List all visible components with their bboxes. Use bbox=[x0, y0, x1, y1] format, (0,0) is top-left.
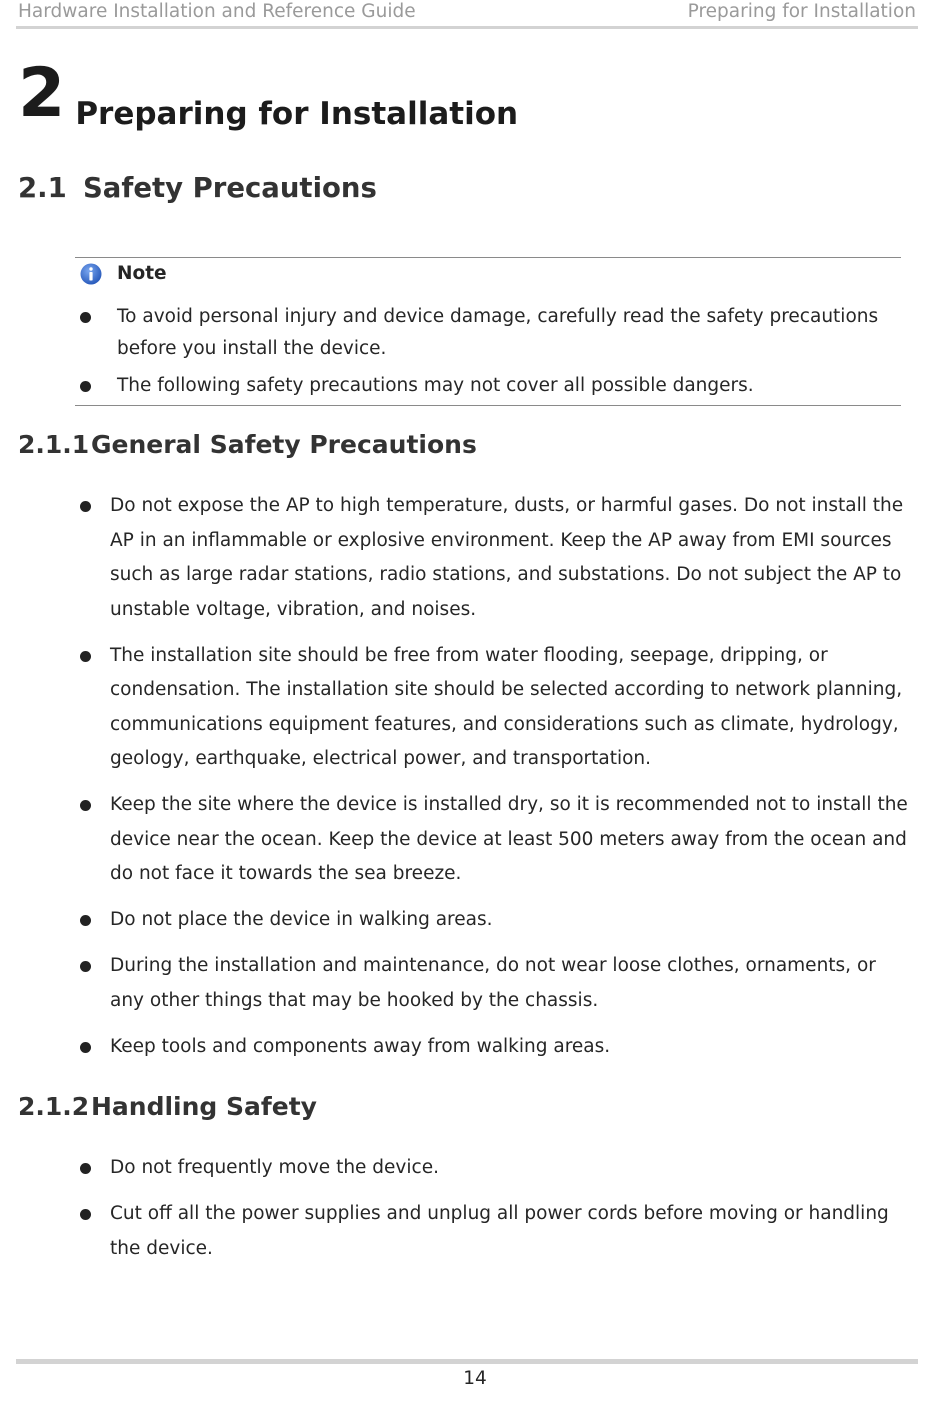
footer-rule bbox=[16, 1359, 918, 1364]
header-doc-title: Hardware Installation and Reference Guide bbox=[18, 1, 416, 22]
note-list bbox=[75, 301, 901, 407]
chapter-heading bbox=[18, 52, 518, 136]
bullet-icon bbox=[80, 312, 91, 323]
chapter-number: 2 bbox=[18, 54, 66, 133]
list-item: To avoid personal injury and device damage, carefully read the safety precautions before you install the device. bbox=[75, 301, 901, 365]
subsection-number: 2.1.2 bbox=[18, 1092, 90, 1121]
subsection-title: Handling Safety bbox=[91, 1092, 317, 1121]
chapter-title: Preparing for Installation bbox=[75, 96, 519, 132]
list-item: Keep the site where the device is installed dry, so it is recommended not to install the device near the ocean. Keep the device at least 500 meters away from the ocean and do not face it towards the sea breeze. bbox=[75, 788, 911, 892]
page-number: 14 bbox=[463, 1368, 487, 1389]
header-chapter-title: Preparing for Installation bbox=[687, 1, 916, 22]
subsection-title: General Safety Precautions bbox=[91, 430, 477, 459]
bullet-icon bbox=[80, 501, 91, 512]
bullet-icon bbox=[80, 381, 91, 392]
list-item: Do not frequently move the device. bbox=[75, 1151, 911, 1186]
running-header bbox=[16, 0, 918, 29]
list-item: The following safety precautions may not cover all possible dangers. bbox=[75, 370, 901, 402]
list-item: Do not place the device in walking areas. bbox=[75, 903, 911, 938]
note-box bbox=[75, 257, 901, 406]
subsection-heading-general bbox=[18, 430, 477, 459]
section-number: 2.1 bbox=[18, 172, 67, 204]
subsection-heading-handling bbox=[18, 1092, 317, 1121]
section-title: Safety Precautions bbox=[83, 172, 377, 204]
info-icon bbox=[80, 263, 102, 285]
note-title: Note bbox=[117, 263, 167, 284]
bullet-icon bbox=[80, 651, 91, 662]
bullet-icon bbox=[80, 915, 91, 926]
handling-safety-list bbox=[75, 1151, 911, 1278]
list-item: Keep tools and components away from walking areas. bbox=[75, 1030, 911, 1065]
subsection-number: 2.1.1 bbox=[18, 430, 90, 459]
list-item: Do not expose the AP to high temperature, dusts, or harmful gases. Do not install the AP in an inflammable or explosive environment. Keep the AP away from EMI sources such as large radar stations, radio stations, and substations. Do not subject the AP to unstable voltage, vibration, and noises. bbox=[75, 489, 911, 627]
general-safety-list bbox=[75, 489, 911, 1076]
bullet-icon bbox=[80, 1042, 91, 1053]
bullet-icon bbox=[80, 1209, 91, 1220]
bullet-icon bbox=[80, 1163, 91, 1174]
list-item: Cut off all the power supplies and unplug all power cords before moving or handling the device. bbox=[75, 1197, 911, 1266]
list-item: The installation site should be free from water flooding, seepage, dripping, or condensation. The installation site should be selected according to network planning, communications equipment features, and considerations such as climate, hydrology, geology, earthquake, electrical power, and transportation. bbox=[75, 639, 911, 777]
bullet-icon bbox=[80, 961, 91, 972]
section-heading bbox=[18, 172, 377, 204]
bullet-icon bbox=[80, 800, 91, 811]
list-item: During the installation and maintenance, do not wear loose clothes, ornaments, or any other things that may be hooked by the chassis. bbox=[75, 949, 911, 1018]
